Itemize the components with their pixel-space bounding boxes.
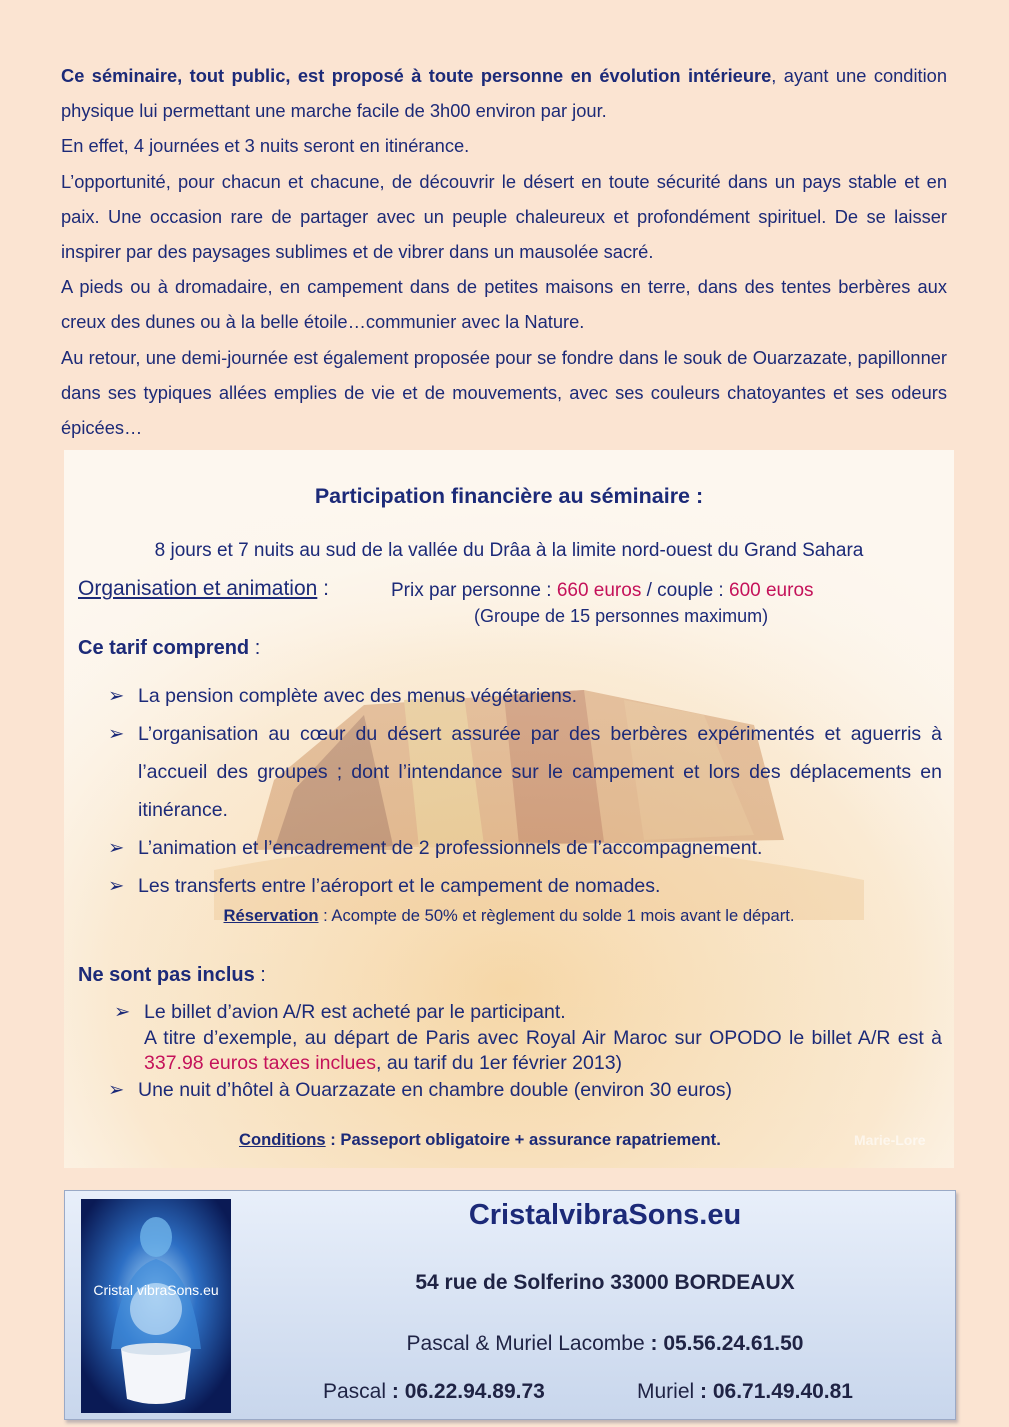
arrow-bullet-icon: ➢ [108,685,125,707]
intro-paragraph-5: Au retour, une demi-journée est également proposée pour se fondre dans le souk de Ouarzazate, papillonner dans ses typiques allées emplies de vie et de mouvements, avec ses couleurs chatoyantes et ses odeurs épicées… [61,346,947,439]
list-item: ➢ L’animation et l’encadrement de 2 professionnels de l’accompagnement. [108,829,942,867]
intro-paragraph-2: En effet, 4 journées et 3 nuits seront en itinérance. [61,135,470,157]
list-item: ➢ Une nuit d’hôtel à Ouarzazate en chambre double (environ 30 euros) [108,1078,733,1101]
arrow-bullet-icon: ➢ [108,837,125,859]
list-item: ➢ La pension complète avec des menus végétariens. [108,677,942,715]
pricing-title: Participation financière au séminaire : [314,484,704,508]
excludes-list [108,1000,942,1103]
list-item: ➢ L’organisation au cœur du désert assurée par des berbères expérimentés et aguerris à l’accueil des groupes ; dont l’intendance sur le campement et lors des déplacements en itinérance. [108,715,942,829]
price-couple: 600 euros [729,580,814,601]
includes-list [108,677,942,905]
site-name: CristalvibraSons.eu [468,1199,742,1231]
arrow-bullet-icon: ➢ [114,1001,131,1023]
intro-text [61,58,947,445]
price-single: 660 euros [556,580,642,601]
intro-paragraph-1: Ce séminaire, tout public, est proposé à toute personne en évolution intérieure, ayant une condition physique lui permettant une marche facile de 3h00 environ par jour. [61,65,948,122]
intro-paragraph-4: A pieds ou à dromadaire, en campement dans de petites maisons en terre, dans des tentes berbères aux creux des dunes ou à la belle étoile…communier avec la Nature. [61,276,947,333]
pascal-phone: Pascal : 06.22.94.89.73 [323,1380,545,1403]
reservation-line: Réservation : Acompte de 50% et règlement du solde 1 mois avant le départ. [223,906,795,925]
excludes-heading: Ne sont pas inclus : [78,964,266,986]
pricing-panel [64,450,954,1168]
group-note: (Groupe de 15 personnes maximum) [474,606,769,626]
contact-footer [64,1190,956,1420]
flight-price: 337.98 euros taxes inclues [144,1052,376,1074]
watermark: Marie-Lore [854,1132,926,1148]
cristalvibrasons-logo [81,1199,231,1413]
price-line: Prix par personne : 660 euros / couple : 600 euros [391,580,814,601]
arrow-bullet-icon: ➢ [108,875,125,897]
includes-heading: Ce tarif comprend : [78,637,261,659]
list-item: ➢ Le billet d’avion A/R est acheté par le participant. A titre d’exemple, au départ de Paris avec Royal Air Maroc sur OPODO le billet A/R est à 337.98 euros taxes inclues, au tarif du 1er février 2013) [114,1001,942,1074]
logo-text: Cristal vibraSons.eu [93,1282,219,1298]
list-item: ➢ Les transferts entre l’aéroport et le campement de nomades. [108,867,942,905]
duration-line: 8 jours et 7 nuits au sud de la vallée du Drâa à la limite nord-ouest du Grand Sahara [154,540,864,561]
arrow-bullet-icon: ➢ [108,1078,125,1101]
conditions-line: Conditions : Passeport obligatoire + assurance rapatriement. [239,1130,721,1149]
muriel-phone: Muriel : 06.71.49.40.81 [637,1380,853,1403]
intro-paragraph-3: L’opportunité, pour chacun et chacune, de découvrir le désert en toute sécurité dans un pays stable et en paix. Une occasion rare de partager avec un peuple chaleureux et profondément spirituel. De se laisser inspirer par des paysages sublimes et de vibrer dans un mausolée sacré. [61,170,947,263]
address: 54 rue de Solferino 33000 BORDEAUX [415,1271,795,1294]
arrow-bullet-icon: ➢ [108,723,125,745]
organisation-label: Organisation et animation : [78,577,329,600]
couple-phone: Pascal & Muriel Lacombe : 05.56.24.61.50 [406,1332,804,1355]
